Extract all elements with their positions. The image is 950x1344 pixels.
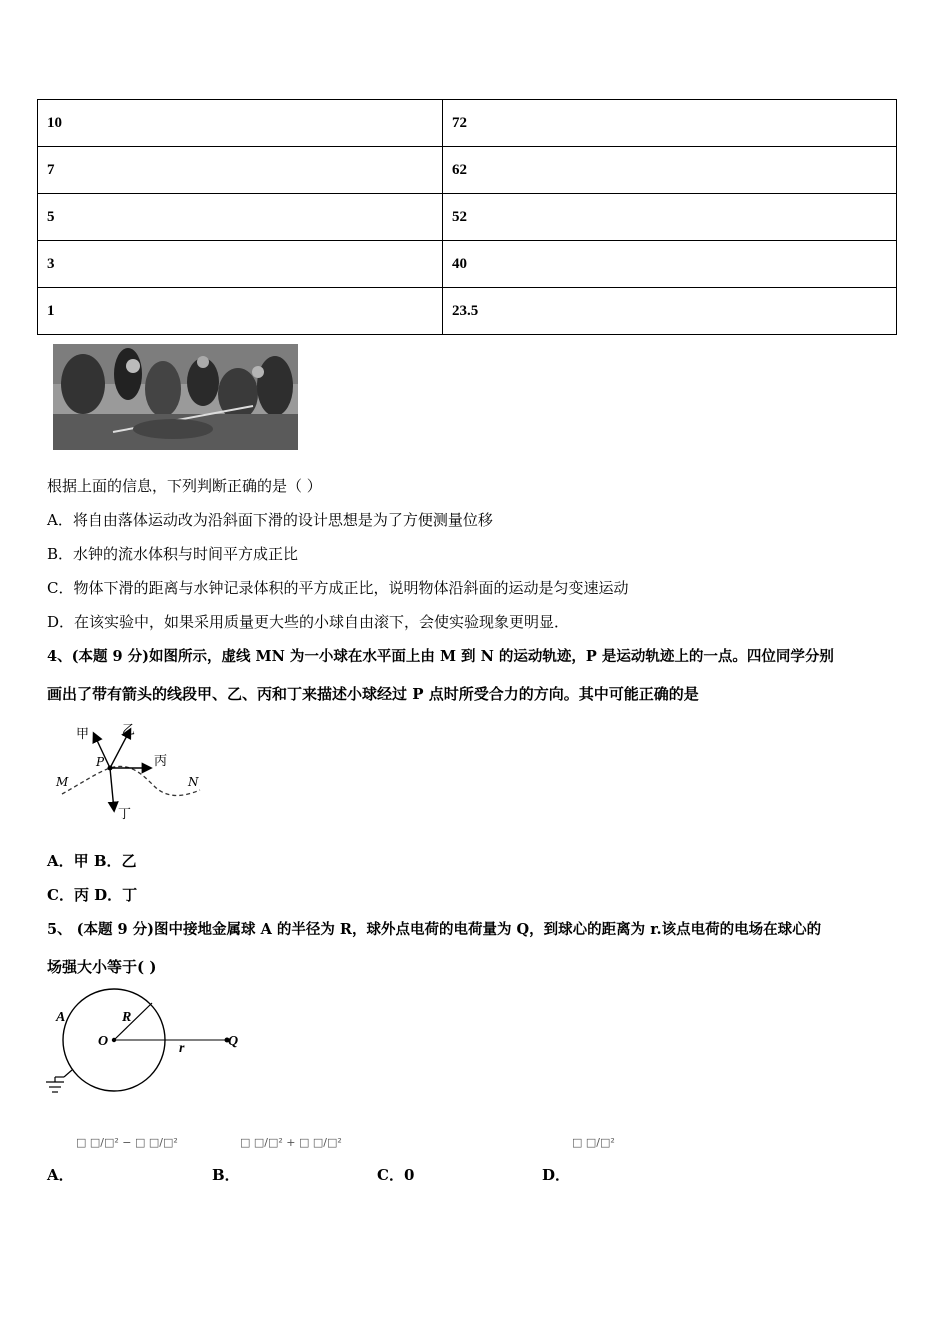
sphere-figure bbox=[42, 985, 252, 1100]
table-row bbox=[38, 100, 897, 147]
table-cell: 3 bbox=[38, 241, 443, 288]
q5-line-1: 5、 (本题 9 分)图中接地金属球 A 的半径为 R，球外点电荷的电荷量为 Q，到球心的距离为 r.该点电荷的电场在球心的 bbox=[47, 921, 822, 938]
trajectory-curve bbox=[62, 766, 200, 795]
table-cell: 52 bbox=[443, 194, 897, 241]
label-r-small: r bbox=[179, 1041, 185, 1056]
q4-options-1: A．甲 B．乙 bbox=[47, 852, 137, 870]
historical-photo bbox=[53, 344, 298, 450]
table-row bbox=[38, 147, 897, 194]
table-row bbox=[38, 288, 897, 335]
table-row bbox=[38, 241, 897, 288]
q5-option-d: D． bbox=[542, 1166, 571, 1184]
q3-option-a: A．将自由落体运动改为沿斜面下滑的设计思想是为了方便测量位移 bbox=[47, 511, 493, 529]
q3-option-c: C．物体下滑的距离与水钟记录体积的平方成正比，说明物体沿斜面的运动是匀变速运动 bbox=[47, 579, 629, 597]
table-cell: 7 bbox=[38, 147, 443, 194]
label-jia: 甲 bbox=[76, 727, 90, 742]
q5-option-a: A． bbox=[47, 1166, 74, 1184]
q5-option-c: C．0 bbox=[377, 1166, 415, 1184]
label-r-big: R bbox=[122, 1010, 132, 1025]
label-a: A bbox=[56, 1010, 66, 1025]
label-p: P bbox=[96, 755, 105, 769]
table-cell: 23.5 bbox=[443, 288, 897, 335]
q5-option-a-formula: □ □/□² − □ □/□² bbox=[76, 1136, 178, 1149]
table-cell: 40 bbox=[443, 241, 897, 288]
table-cell: 1 bbox=[38, 288, 443, 335]
q5-line-2: 场强大小等于( ) bbox=[47, 958, 157, 976]
label-bing: 丙 bbox=[154, 754, 168, 769]
label-ding: 丁 bbox=[118, 807, 132, 822]
label-yi: 乙 bbox=[122, 723, 136, 738]
q3-option-b: B．水钟的流水体积与时间平方成正比 bbox=[47, 545, 299, 563]
table-cell: 62 bbox=[443, 147, 897, 194]
q3-stem: 根据上面的信息，下列判断正确的是（ ） bbox=[47, 477, 322, 495]
q5-option-d-formula: □ □/□² bbox=[572, 1136, 615, 1149]
table-cell: 10 bbox=[38, 100, 443, 147]
arrow-ding bbox=[110, 768, 114, 810]
label-n: N bbox=[188, 775, 199, 789]
q4-line-2: 画出了带有箭头的线段甲、乙、丙和丁来描述小球经过 P 点时所受合力的方向。其中可能正确的是 bbox=[47, 685, 699, 703]
table-cell: 72 bbox=[443, 100, 897, 147]
data-table bbox=[37, 99, 897, 335]
table-cell: 5 bbox=[38, 194, 443, 241]
label-m: M bbox=[56, 775, 69, 789]
q4-line-1: 4、(本题 9 分)如图所示，虚线 MN 为一小球在水平面上由 M 到 N 的运动轨迹，P 是运动轨迹上的一点。四位同学分别 bbox=[47, 648, 834, 665]
label-o: O bbox=[98, 1034, 109, 1049]
label-q: Q bbox=[228, 1034, 239, 1049]
table-row bbox=[38, 194, 897, 241]
q3-option-d: D．在该实验中，如果采用质量更大些的小球自由滚下，会使实验现象更明显． bbox=[47, 613, 570, 631]
q5-option-b-formula: □ □/□² + □ □/□² bbox=[240, 1136, 342, 1149]
q5-option-b: B． bbox=[212, 1166, 240, 1184]
trajectory-figure bbox=[50, 718, 220, 828]
q4-options-2: C．丙 D．丁 bbox=[47, 886, 138, 904]
